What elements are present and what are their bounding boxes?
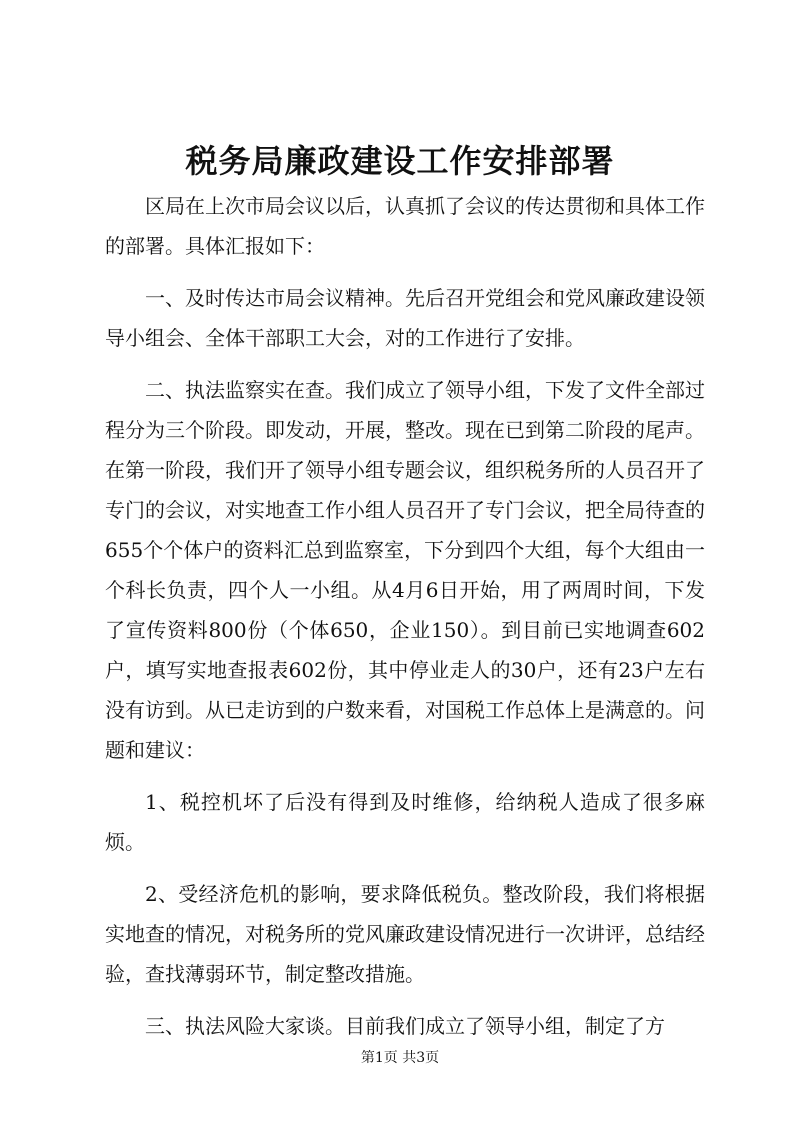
paragraph-section-2: 二、执法监察实在查。我们成立了领导小组，下发了文件全部过程分为三个阶段。即发动，开展，整改。现在已到第二阶段的尾声。在第一阶段，我们开了领导小组专题会议，组织税务所的人员召开了专门的会议，对实地查工作小组人员召开了专门会议，把全局待查的655个个体户的资料汇总到监察室，下分到四个大组，每个大组由一个科长负责，四个人一小组。从4月6日开始，用了两周时间，下发了宣传资料800份（个体650，企业150）。到目前已实地调查602户，填写实地查报表602份，其中停业走人的30户，还有23户左右没有访到。从已走访到的户数来看，对国税工作总体上是满意的。问题和建议： [105,378,705,762]
document-body [105,186,705,1058]
paragraph-section-3: 三、执法风险大家谈。目前我们成立了领导小组，制定了方 [145,1014,665,1038]
paragraph-intro: 区局在上次市局会议以后，认真抓了会议的传达贯彻和具体工作的部署。具体汇报如下： [105,194,705,258]
paragraph-item-2: 2、受经济危机的影响，要求降低税负。整改阶段，我们将根据实地查的情况，对税务所的党风廉政建设情况进行一次讲评，总结经验，查找薄弱环节，制定整改措施。 [105,882,705,986]
paragraph-item-1: 1、税控机坏了后没有得到及时维修，给纳税人造成了很多麻烦。 [105,790,705,854]
paragraph-section-1: 一、及时传达市局会议精神。先后召开党组会和党风廉政建设领导小组会、全体干部职工大会，对的工作进行了安排。 [105,286,705,350]
document-title: 税务局廉政建设工作安排部署 [185,142,615,180]
page-footer: 第1页 共3页 [360,1050,440,1066]
